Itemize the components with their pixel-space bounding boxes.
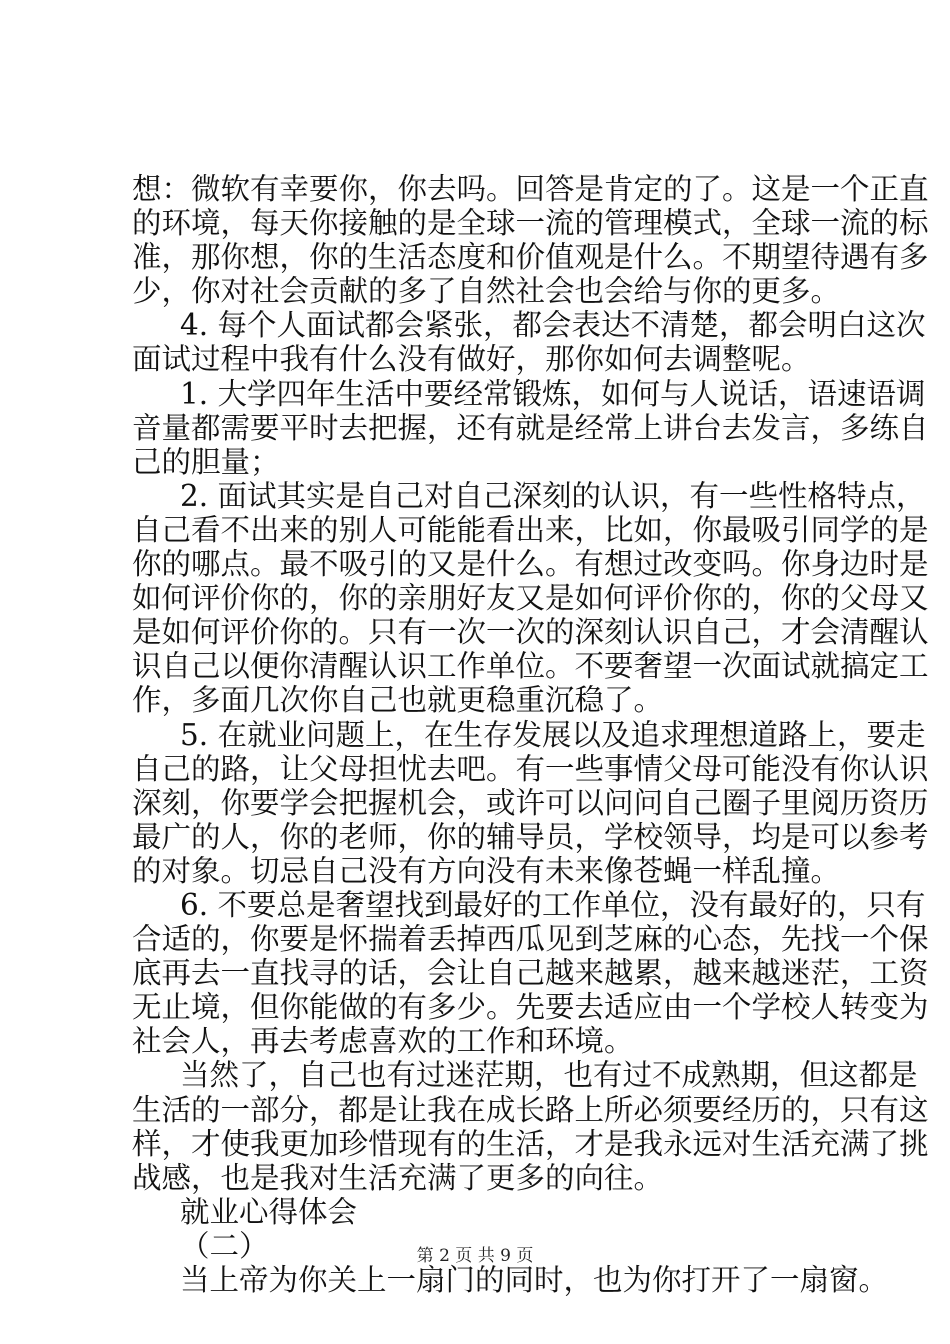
text-line: 准，那你想，你的生活态度和价值观是什么。不期望待遇有多 xyxy=(132,240,929,275)
text-line: （二） xyxy=(180,1228,269,1263)
text-line: 识自己以便你清醒认识工作单位。不要奢望一次面试就搞定工 xyxy=(132,649,929,684)
text-line: 的对象。切忌自己没有方向没有未来像苍蝇一样乱撞。 xyxy=(132,853,841,888)
text-line: 就业心得体会 xyxy=(180,1194,358,1229)
text-line: 少，你对社会贡献的多了自然社会也会给与你的更多。 xyxy=(132,274,841,309)
text-line: 的环境，每天你接触的是全球一流的管理模式，全球一流的标 xyxy=(132,206,929,241)
document-body xyxy=(132,172,929,1297)
text-line: 是如何评价你的。只有一次一次的深刻认识自己，才会清醒认 xyxy=(132,615,929,650)
text-line: 1. 大学四年生活中要经常锻炼，如何与人说话，语速语调 xyxy=(180,376,926,411)
text-line: 合适的，你要是怀揣着丢掉西瓜见到芝麻的心态，先找一个保 xyxy=(132,922,929,957)
text-line: 自己看不出来的别人可能能看出来，比如，你最吸引同学的是 xyxy=(132,512,929,547)
text-line: 6. 不要总是奢望找到最好的工作单位，没有最好的，只有 xyxy=(180,887,926,922)
text-line: 深刻，你要学会把握机会，或许可以问问自己圈子里阅历资历 xyxy=(132,785,929,820)
text-line: 最广的人，你的老师，你的辅导员，学校领导，均是可以参考 xyxy=(132,819,929,854)
text-line: 社会人，再去考虑喜欢的工作和环境。 xyxy=(132,1024,634,1059)
text-line: 当然了，自己也有过迷茫期，也有过不成熟期，但这都是 xyxy=(180,1058,918,1093)
text-line: 你的哪点。最不吸引的又是什么。有想过改变吗。你身边时是 xyxy=(132,547,929,582)
text-line: 自己的路，让父母担忧去吧。有一些事情父母可能没有你认识 xyxy=(132,751,929,786)
text-line: 当上帝为你关上一扇门的同时，也为你打开了一扇窗。 xyxy=(180,1263,889,1297)
text-line: 底再去一直找寻的话，会让自己越来越累，越来越迷茫，工资 xyxy=(132,956,929,991)
text-line: 无止境，但你能做的有多少。先要去适应由一个学校人转变为 xyxy=(132,990,929,1025)
text-line: 音量都需要平时去把握，还有就是经常上讲台去发言，多练自 xyxy=(132,410,929,445)
text-line: 生活的一部分，都是让我在成长路上所必须要经历的，只有这 xyxy=(132,1092,929,1127)
text-line: 样，才使我更加珍惜现有的生活，才是我永远对生活充满了挑 xyxy=(132,1126,929,1161)
text-line: 5. 在就业问题上，在生存发展以及追求理想道路上，要走 xyxy=(180,717,926,752)
page-footer: 第 2 页 共 9 页 xyxy=(416,1246,534,1266)
text-line: 战感，也是我对生活充满了更多的向往。 xyxy=(132,1160,664,1195)
text-line: 己的胆量； xyxy=(132,444,280,479)
text-line: 2. 面试其实是自己对自己深刻的认识，有一些性格特点， xyxy=(180,478,926,513)
text-line: 作，多面几次你自己也就更稳重沉稳了。 xyxy=(132,683,664,718)
text-line: 面试过程中我有什么没有做好，那你如何去调整呢。 xyxy=(132,342,811,377)
text-line: 如何评价你的，你的亲朋好友又是如何评价你的，你的父母又 xyxy=(132,581,929,616)
text-line: 4. 每个人面试都会紧张，都会表达不清楚，都会明白这次 xyxy=(180,308,926,343)
text-line: 想：微软有幸要你，你去吗。回答是肯定的了。这是一个正直 xyxy=(132,172,929,206)
